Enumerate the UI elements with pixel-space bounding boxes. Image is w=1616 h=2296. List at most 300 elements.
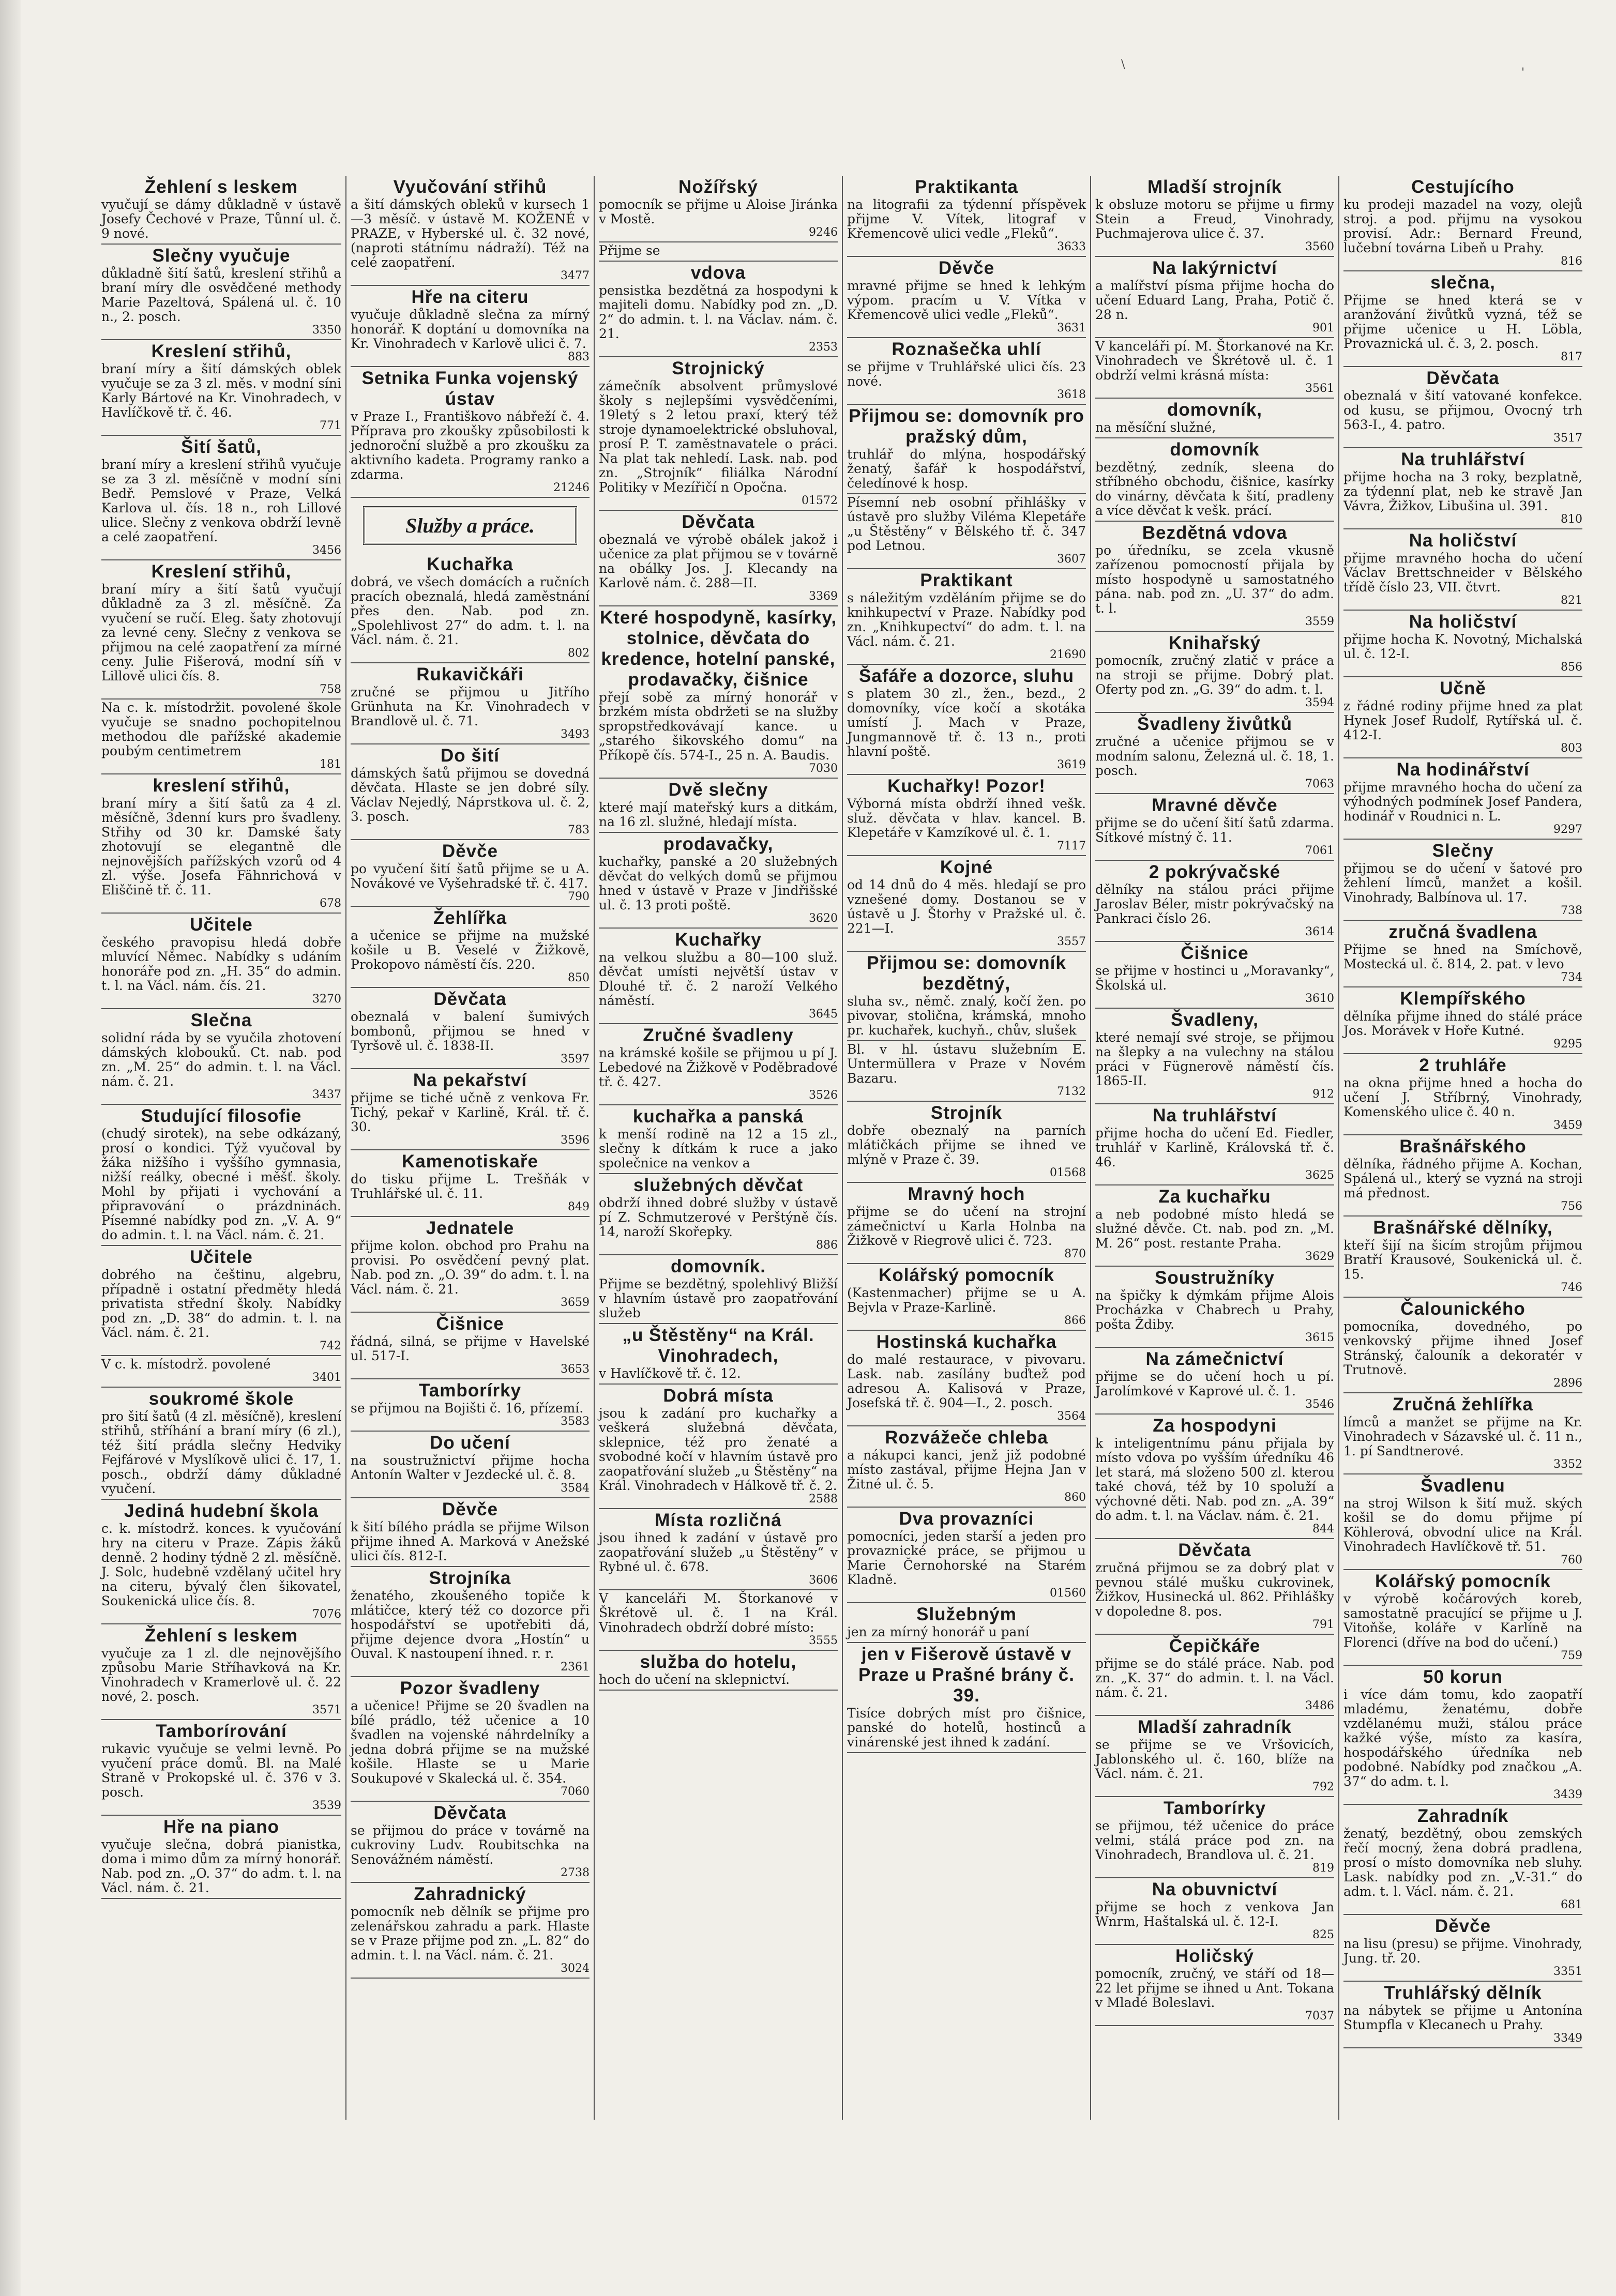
ad-text: přijme hocha na 3 roky, bezplatně, za týdenní plat, neb ke stravě Jan Vávra, Žižkov, Libušina ul. 391. <box>1343 469 1582 513</box>
classified-ad <box>351 176 590 286</box>
classified-ad <box>847 665 1086 775</box>
classified-ad <box>1343 176 1582 271</box>
ad-number: 746 <box>1561 1281 1582 1294</box>
classified-ad <box>847 1643 1086 1753</box>
ad-text: se přijmou na Bojišti č. 16, přízemí. <box>351 1401 584 1416</box>
ad-text: solidní ráda by se vyučila zhotovení dámských klobouků. Ct. nab. pod zn. „M. 25“ do admin. t. l. na Václ. nám. č. 21. <box>101 1030 341 1089</box>
classified-ad <box>351 744 590 840</box>
ad-headline: Čalounického <box>1400 1299 1526 1319</box>
ad-number: 3633 <box>1057 240 1086 253</box>
classified-ad <box>847 569 1086 665</box>
classified-ad <box>1343 1570 1582 1666</box>
classified-ad <box>101 1105 341 1246</box>
ad-headline: domovník, <box>1167 400 1263 420</box>
ad-headline: Zručné švadleny <box>643 1025 794 1045</box>
ad-number: 678 <box>320 897 341 910</box>
classified-ad <box>1343 367 1582 448</box>
ad-number: 7037 <box>1305 2010 1334 2023</box>
ad-number: 3659 <box>561 1296 590 1309</box>
ad-text: z řádné rodiny přijme hned za plat Hynek Josef Rudolf, Rytířská ul. č. 412-I. <box>1343 698 1582 742</box>
ad-headline: Na lakýrnictví <box>1152 258 1277 278</box>
column-2 <box>345 176 594 2120</box>
classified-ad <box>351 286 590 367</box>
ad-headline: Děvče <box>442 1499 499 1519</box>
ad-headline: Čišnice <box>1181 943 1249 963</box>
ad-headline: Služebným <box>916 1604 1017 1624</box>
ad-text: na špičky k dýmkám přijme Alois Procházka v Chabrech u Prahy, pošta Ždiby. <box>1095 1288 1334 1332</box>
ad-text: a učenice! Přijme se 20 švadlen na bílé prádlo, též učenice a 10 švadlen na vojenské náhrdelníky a jedna dobrá přijme se na mužské košile. Hlaste se u Marie Soukupové v Skalecká ul. č. 354. <box>351 1698 590 1786</box>
ad-number: 771 <box>320 419 341 432</box>
classified-ad <box>847 257 1086 338</box>
ad-text: braní míry a kreslení střihů vyučuje se za 3 zl. měsíčně v modní síni Bedř. Pemslové v Praze, Velká Karlova ul. čís. 18 n., roh Lillové ulice. Slečny z venkova obdrží levně a celé zaopatření. <box>101 457 341 544</box>
ad-headline: Na truhlářství <box>1153 1105 1277 1126</box>
classified-ad <box>351 367 590 498</box>
classified-ad <box>599 1024 838 1105</box>
ad-headline: jen v Fišerově ústavě v Praze u Prašné brány č. 39. <box>858 1644 1075 1706</box>
ad-text: pro šití šatů (4 zl. měsíčně), kreslení střihů, stříhání a braní míry (6 zl.), též šití prádla slečny Hedviky Fejfárové v Myslíkově ulici č. 17, 1. posch., obdrží dámy důkladné vyučení. <box>101 1409 341 1496</box>
classified-ad <box>1095 1945 1334 2026</box>
ad-text: a malířství písma přijme hocha do učení Eduard Lang, Praha, Potič č. 28 n. <box>1095 278 1334 322</box>
classified-ad <box>599 262 838 357</box>
ad-number: 21246 <box>553 481 590 494</box>
classified-ad <box>1343 1666 1582 1805</box>
ad-number: 849 <box>568 1200 590 1213</box>
ad-number: 3437 <box>312 1088 341 1101</box>
ad-headline: Za hospodyni <box>1153 1416 1277 1436</box>
classified-ad <box>351 907 590 988</box>
ad-number: 21690 <box>1050 648 1086 661</box>
ad-headline: Mravné děvče <box>1152 795 1278 815</box>
classified-ad <box>599 1385 838 1509</box>
classified-ad <box>351 1883 590 1979</box>
ad-headline: Kolářský pomocník <box>1375 1571 1551 1591</box>
ad-headline: Učitele <box>190 915 253 935</box>
ad-number: 7061 <box>1305 844 1334 857</box>
ad-headline: Slečna <box>190 1010 252 1030</box>
ad-number: 7060 <box>561 1785 590 1798</box>
ad-text: braní míry a šití dámských oblek vyučuje se za 3 zl. měs. v modní síni Karly Bártové na Kr. Vinohradech, v Havlíčkově tř. č. 46. <box>101 361 341 420</box>
ad-headline: domovník. <box>670 1256 766 1276</box>
ad-number: 3401 <box>312 1371 341 1384</box>
ad-text: do malé restaurace, v pivovaru. Lask. nab. zasílány buďtež pod adresou A. Kalisová v Praze, Josefská tř. č. 904—I., 2. posch. <box>847 1352 1086 1410</box>
classified-ad <box>1343 1135 1582 1217</box>
ad-number: 3629 <box>1305 1250 1334 1263</box>
classified-ad <box>101 1816 341 1899</box>
ad-headline: Kamenotiskaře <box>402 1151 538 1172</box>
classified-ad <box>101 1388 341 1500</box>
classified-ad <box>1095 942 1334 1009</box>
classified-ad <box>351 553 590 663</box>
ad-headline: Na truhlářství <box>1401 449 1525 469</box>
ad-headline: Pozor švadleny <box>400 1678 540 1698</box>
classified-ad <box>1095 1635 1334 1716</box>
ad-headline: Kolářský pomocník <box>879 1265 1054 1285</box>
classified-ad <box>101 1624 341 1720</box>
ad-text: (chudý sirotek), na sebe odkázaný, prosí o kondici. Týž vyučoval by žáka nižšího i vyššího gymnasia, nižší reálky, obecné i měšť. školy. Mohl by přijati i vychování a připravování o prázdninách. Písemné nabídky pod zn. „V. A. 9“ do admin. t. l. na Václ. nám. č. 21. <box>101 1126 341 1242</box>
ad-text: na stroj Wilson k šití muž. ských košil se do domu přijme pí Köhlerová, obvodní ulice na Král. Vinohradech Havlíčkově tř. 51. <box>1343 1496 1582 1554</box>
classified-ad <box>351 840 590 907</box>
ad-headline: Slečny <box>1432 841 1494 861</box>
classified-ad <box>101 176 341 245</box>
ad-headline: kreslení střihů, <box>153 776 290 796</box>
ad-number: 3653 <box>561 1363 590 1376</box>
ad-text: přijme se do učení hoch u pí. Jarolímkové v Kaprové ul. č. 1. <box>1095 1369 1334 1398</box>
ad-text: Přijme se <box>599 243 660 258</box>
classified-ad <box>1343 448 1582 529</box>
ad-number: 860 <box>1064 1491 1086 1504</box>
ad-headline: Místa rozličná <box>655 1510 782 1530</box>
ad-number: 3555 <box>809 1634 838 1647</box>
ad-number: 9297 <box>1553 823 1582 836</box>
ad-number: 7063 <box>1305 778 1334 790</box>
classified-ad <box>1095 861 1334 942</box>
classified-ad <box>599 1105 838 1174</box>
ad-text: obeznalá v balení šumivých bombonů, přijmou se hned v Tyršově ul. č. 1838-II. <box>351 1009 590 1053</box>
classified-ad <box>847 775 1086 856</box>
ad-number: 825 <box>1312 1928 1334 1941</box>
scan-mark: \ <box>1121 58 1125 71</box>
ad-headline: Dva provazníci <box>899 1509 1034 1529</box>
ad-headline: Přijmou se: domovník bezdětný, <box>867 953 1066 994</box>
classified-ad <box>351 1677 590 1802</box>
classified-ad <box>101 436 341 560</box>
ad-text: vyučují se dámy důkladně v ústavě Josefy Čechové v Praze, Tůnní ul. č. 9 nové. <box>101 197 341 241</box>
ad-number: 792 <box>1312 1781 1334 1793</box>
ad-headline: soukromé škole <box>148 1389 294 1409</box>
ad-text: obeznalá ve výrobě obálek jakož i učenice za plat přijmou se v továrně na obálky Jos. J. Klecandy na Karlově nám. č. 288—II. <box>599 532 838 590</box>
ad-number: 3557 <box>1057 935 1086 948</box>
classified-ad <box>847 1183 1086 1264</box>
classified-ad <box>599 1324 838 1385</box>
ad-headline: Vyučování střihů <box>393 177 547 197</box>
ad-text: vyučuje slečna, dobrá pianistka, doma i mimo dům za mírný honorář. Nab. pod zn. „O. 37“ do adm. t. l. na Václ. nám. č. 21. <box>101 1837 341 1895</box>
ad-number: 3560 <box>1305 240 1334 253</box>
ad-text: které mají mateřský kurs a ditkám, na 16 zl. služné, hledají místa. <box>599 800 838 829</box>
ad-text: přijme se tiché učně z venkova Fr. Tichý, pekař v Karlině, Král. tř. č. 30. <box>351 1090 590 1134</box>
classified-ad <box>351 1379 590 1432</box>
ad-text: v výrobě kočárových koreb, samostatně pracující se přijme u J. Vitoňše, koláře v Karlíně na Florenci (dříve na bod do učení.) <box>1343 1591 1582 1650</box>
ad-headline: služba do hotelu, <box>640 1652 797 1672</box>
ad-headline: vdova <box>690 263 746 283</box>
ad-number: 3270 <box>312 993 341 1006</box>
classified-ad <box>1095 338 1334 399</box>
classified-ad <box>599 242 838 262</box>
ad-headline: Hostinská kuchařka <box>876 1332 1057 1352</box>
ad-headline: Tamborírování <box>156 1721 287 1741</box>
ad-text: dobrá, ve všech domácích a ručních pracích obeznalá, hledá zaměstnání přes den. Nab. pod zn. „Spolehlivost 27“ do adm. t. l. na Václ. nám. č. 21. <box>351 574 590 647</box>
classified-ad <box>599 1255 838 1324</box>
ad-text: Tisíce dobrých míst pro čišnice, panské do hotelů, hostinců a vinárenské jest ihned k zadání. <box>847 1706 1086 1750</box>
ad-number: 3546 <box>1305 1398 1334 1411</box>
classified-ad <box>1343 1915 1582 1982</box>
classified-ad <box>1095 1267 1334 1348</box>
ad-text: ženatého, zkoušeného topiče k mlátičce, který též co dozorce při hospodářství se upotřebiti dá, přijme dejence dvora „Hostín“ u Ouval. K nastoupení ihned. r. r. <box>351 1588 590 1661</box>
ad-headline: Na holičství <box>1409 612 1517 632</box>
ad-text: přijme se do stálé práce. Nab. pod zn. „K. 37“ do admin. t. l. na Václ. nám. č. 21. <box>1095 1656 1334 1700</box>
ad-number: 760 <box>1561 1554 1582 1567</box>
ad-headline: Bezdětná vdova <box>1142 523 1288 543</box>
ad-headline: Na zámečnictví <box>1145 1349 1284 1369</box>
ad-number: 9295 <box>1553 1038 1582 1051</box>
ad-headline: Kuchařky <box>675 930 762 950</box>
ad-text: kteří šijí na šicím strojům přijmou Bratří Krausové, Soukenická ul. č. 15. <box>1343 1238 1582 1282</box>
classified-ad <box>1095 1104 1334 1185</box>
classified-ad <box>351 1217 590 1313</box>
ad-text: ku prodeji mazadel na vozy, olejů stroj. a pod. přijmu na vysokou provisí. Adr.: Bernard Freund, lučební továrna Libeň u Prahy. <box>1343 197 1582 255</box>
ad-number: 810 <box>1561 513 1582 526</box>
ad-headline: Mladší zahradník <box>1137 1717 1292 1737</box>
ad-number: 742 <box>320 1340 341 1352</box>
ad-headline: Děvčata <box>1178 1540 1251 1560</box>
ad-number: 3024 <box>561 1962 590 1975</box>
ad-headline: Žehlení s leskem <box>144 1625 298 1646</box>
ad-number: 856 <box>1561 661 1582 674</box>
ad-number: 01560 <box>1050 1587 1086 1600</box>
ad-text: vyučuje důkladně slečna za mírný honorář. K doptání u domovníka na Kr. Vinohradech v Karlově ulici č. 7. <box>351 307 590 351</box>
classified-ad <box>351 1802 590 1883</box>
ad-headline: Přijmou se: domovník pro pražský dům, <box>849 406 1084 447</box>
ad-headline: služebných děvčat <box>633 1175 804 1195</box>
ad-headline: 50 korun <box>1423 1667 1503 1687</box>
ad-text: ženatý, bezdětný, obou zemských řečí mocný, žena dobrá pradlena, prosí o místo domovníka neb sluhy. Lask. nabídky pod zn. „V.-31.“ do adm. t. l. Václ. nám. č. 21. <box>1343 1826 1582 1899</box>
ad-headline: Nožířský <box>678 177 758 197</box>
classified-ad <box>1095 1716 1334 1797</box>
classified-ad <box>1095 399 1334 438</box>
classified-ad <box>351 1567 590 1677</box>
ad-headline: Holičský <box>1175 1946 1254 1966</box>
ad-text: přijme mravného hocha do učení Václav Brettschneider v Bělského třídě číslo 23, VII. čtvrt. <box>1343 551 1582 595</box>
ad-headline: kuchařka a panská <box>632 1106 804 1127</box>
ad-headline: Švadlenu <box>1421 1476 1505 1496</box>
ad-text: mravné přijme se hned k lehkým výpom. pracím u V. Vítka v Křemencově ulici vedle „Fleků“. <box>847 278 1086 322</box>
classified-ad <box>1343 987 1582 1054</box>
classified-ad <box>1095 1415 1334 1539</box>
classified-ad <box>847 1102 1086 1183</box>
ad-number: 734 <box>1561 971 1582 984</box>
ad-text: důkladně šití šatů, kreslení střihů a braní míry dle osvědčené methody Marie Pazeltová, Spálená ul. č. 10 n., 2. posch. <box>101 266 341 324</box>
ad-text: přijmou se do učení v šatové pro žehlení límců, manžet a košil. Vinohrady, Balbínova ul. 17. <box>1343 861 1582 905</box>
ad-headline: Děvčata <box>433 989 507 1009</box>
ad-headline: Na holičství <box>1409 530 1517 551</box>
ad-number: 3369 <box>809 590 838 603</box>
ad-text: po úředníku, se zcela vkusně zařízenou pomocností přijala by místo hospodyně u samostatného pána. nab. pod zn. „U. 37“ do adm. t. l. <box>1095 543 1334 616</box>
classified-ad <box>847 494 1086 569</box>
ad-text: pomocníci, jeden starší a jeden pro provaznické práce, se přijmou u Marie Černohorské na Starém Kladně. <box>847 1529 1086 1587</box>
classified-ad <box>1343 1393 1582 1474</box>
ad-headline: Švadleny, <box>1171 1010 1259 1030</box>
ad-number: 3350 <box>312 324 341 337</box>
ad-headline: Žehlířka <box>433 908 507 928</box>
ad-text: jen za mírný honorář u paní <box>847 1624 1030 1639</box>
scan-mark: ' <box>1521 66 1525 79</box>
ad-number: 803 <box>1561 742 1582 755</box>
ad-text: na měsíční služné, <box>1095 420 1216 435</box>
ad-number: 756 <box>1561 1200 1582 1213</box>
column-4 <box>842 176 1090 2120</box>
column-6 <box>1338 176 1587 2120</box>
ad-text: V kanceláři M. Štorkanové v Škrétově ul. č. 1 na Král. Vinohradech obdrží dobré místo: <box>599 1591 838 1635</box>
ad-number: 2738 <box>561 1866 590 1879</box>
ad-number: 7132 <box>1057 1085 1086 1098</box>
ad-headline: Soustružníky <box>1155 1268 1275 1288</box>
ad-text: dobře obeznalý na parních mlátičkách přijme se ihned ve mlýně v Praze č. 39. <box>847 1123 1086 1167</box>
ad-number: 2353 <box>809 341 838 354</box>
ad-text: kuchařky, panské a 20 služebných děvčat do velkých domů se přijmou hned v ústavě v Praze v Jindřišské ul. č. 13 proti poště. <box>599 854 838 913</box>
ad-number: 3620 <box>809 912 838 925</box>
classified-ad <box>1343 529 1582 611</box>
classified-ad <box>1343 1298 1582 1393</box>
ad-number: 3597 <box>561 1053 590 1066</box>
ad-number: 3584 <box>561 1482 590 1495</box>
classified-ad <box>1095 713 1334 794</box>
ad-number: 783 <box>568 824 590 837</box>
ad-text: a šití dámských obleků v kursech 1—3 měsíč. v ústavě M. KOŽENÉ v PRAZE, v Hyberské ul. č. 32 nové, (naproti státnímu nádraží). Též na celé zaopatření. <box>351 197 590 270</box>
ad-headline: Děvčata <box>682 512 755 532</box>
ad-number: 3349 <box>1553 2032 1582 2045</box>
ad-text: jsou k zadání pro kuchařky a veškerá služebná děvčata, sklepnice, též pro ženaté a svobodné kočí v hlavním ústavě pro zaopatřování služeb „u Štěstěny“ na Král. Vinohradech v Hálkově tř. č. 2. <box>599 1406 838 1493</box>
ad-text: Výborná místa obdrží ihned vešk. služ. děvčata v hlav. kancel. B. Klepetáře v Kamzíkové ul. č. 1. <box>847 796 1086 840</box>
ad-text: do tisku přijme L. Trešňák v Truhlářské ul. č. 11. <box>351 1172 590 1201</box>
classified-ad <box>351 1313 590 1379</box>
classified-ad <box>847 405 1086 494</box>
classified-ad <box>1095 522 1334 632</box>
ad-text: Přijme se bezdětný, spolehlivý Bližší v hlavním ústavě pro zaopatřování služeb <box>599 1276 838 1320</box>
ad-headline: Kuchařky! Pozor! <box>887 776 1046 796</box>
ad-headline: Strojnický <box>672 358 765 378</box>
ad-number: 817 <box>1561 351 1582 363</box>
ad-number: 3459 <box>1553 1119 1582 1132</box>
classified-ad <box>1343 1217 1582 1298</box>
ad-text: se přijmou do práce v továrně na cukroviny Ludv. Roubitschka na Senovážném náměstí. <box>351 1823 590 1867</box>
ad-number: 790 <box>568 890 590 903</box>
ad-headline: Učitele <box>190 1247 253 1267</box>
classified-ad <box>599 1651 838 1691</box>
classified-ad <box>599 833 838 929</box>
ad-number: 3439 <box>1553 1788 1582 1801</box>
ad-text: s náležitým vzděláním přijme se do knihkupectví v Praze. Nabídky pod zn. „Knihkupectví“ do adm. t. l. na Václ. nám. č. 21. <box>847 590 1086 649</box>
ad-text: pomocník, zručný, ve stáří od 18—22 let přijme se ihned u Ant. Tokana v Mladé Boleslavi. <box>1095 1966 1334 2010</box>
classified-ad <box>847 1508 1086 1603</box>
classified-ad <box>351 1498 590 1567</box>
ad-headline: Zručná žehlířka <box>1393 1394 1533 1415</box>
classified-ad <box>101 1009 341 1105</box>
ad-headline: Zahradnický <box>414 1884 526 1904</box>
ad-text: a učenice se přijme na mužské košile u B. Veselé v Žižkově, Prokopovo náměstí čís. 220. <box>351 928 590 972</box>
section-banner: Služby a práce. <box>363 506 577 545</box>
ad-text: a neb podobné místo hledá se služné děvče. Ct. nab. pod zn. „M. M. 26“ post. restante Praha. <box>1095 1207 1334 1251</box>
classified-ad <box>847 1426 1086 1508</box>
ad-text: přijme mravného hocha do učení za výhodných podmínek Josef Pandera, hodinář v Roudnici n. L. <box>1343 780 1582 824</box>
column-3 <box>594 176 842 2120</box>
ad-text: s platem 30 zl., žen., bezd., 2 domovníky, více kočí a skotáka umístí J. Mach v Praze, Jungmannově tř. č. 13 n., proti hlavní poště. <box>847 686 1086 759</box>
ad-text: zručné se přijmou u Jitřího Grünhuta na Kr. Vinohradech v Brandlově ul. č. 71. <box>351 685 590 728</box>
classified-ad <box>1095 1009 1334 1104</box>
classified-ad <box>1095 794 1334 861</box>
ad-number: 816 <box>1561 255 1582 268</box>
ad-number: 3526 <box>809 1089 838 1102</box>
ad-headline: Setnika Funka vojenský ústav <box>361 368 579 409</box>
ad-headline: Jediná hudební škola <box>124 1501 319 1521</box>
classified-ad <box>599 1509 838 1590</box>
ad-text: obeznalá v šití vatované konfekce. od kusu, se přijmou, Ovocný trh 563-I., 4. patro. <box>1343 388 1582 432</box>
ad-number: 3583 <box>561 1415 590 1428</box>
classified-ad <box>1095 632 1334 713</box>
ad-headline: Klempířského <box>1400 989 1526 1009</box>
classified-ad <box>101 1356 341 1388</box>
classified-ad <box>1095 438 1334 522</box>
ad-text: obdrží ihned dobré služby v ústavě pí Z. Schmutzerové v Perštýně čís. 14, naroží Skořepky. <box>599 1195 838 1239</box>
classified-ad <box>101 340 341 436</box>
ad-headline: Studující filosofie <box>141 1106 302 1126</box>
classified-ad <box>847 1041 1086 1102</box>
ad-text: Písemní neb osobní přihlášky v ústavě pro služby Viléma Klepetáře „u Štěstěny“ v Bělského tř. č. 347 pod Letnou. <box>847 495 1086 553</box>
page-edge <box>0 0 21 2296</box>
ad-text: i více dám tomu, kdo zaopatří mladému, ženatému, dobře vzdělanému muži, stálou práce kažké výše, místo za kasíra, hospodářského úředníka neb podobné. Nabídky pod značkou „A. 37“ do adm. t. l. <box>1343 1687 1582 1789</box>
classified-ad <box>599 1174 838 1255</box>
ad-text: se přijme v hostinci u „Moravanky“, Školská ul. <box>1095 963 1334 993</box>
ad-number: 3618 <box>1057 388 1086 401</box>
ad-text: na litografii za týdenní příspěvek přijme V. Vítek, litograf v Křemencově ulici vedle „Fleků“. <box>847 197 1086 241</box>
ad-headline: Do šití <box>441 746 500 766</box>
ad-number: 2896 <box>1553 1377 1582 1390</box>
ad-text: Přijme se hned která se v aranžování živůtků vyzná, též se přijme učenice u H. Löbla, Provaznická ul. č. 3, 2. posch. <box>1343 293 1582 351</box>
ad-headline: Na pekařství <box>413 1070 527 1090</box>
classified-ad <box>847 952 1086 1041</box>
classified-ad <box>847 1264 1086 1331</box>
ad-text: k menší rodině na 12 a 15 zl., slečny k dítkám k ruce a jako společnice na venkov a <box>599 1127 838 1170</box>
ad-text: truhlář do mlýna, hospodářský ženatý, šafář k hospodářství, čeledínové k hosp. <box>847 447 1086 491</box>
ad-headline: slečna, <box>1430 272 1496 293</box>
ad-number: 738 <box>1561 904 1582 917</box>
ad-headline: 2 pokrývačské <box>1149 862 1281 882</box>
classified-ad <box>599 606 838 779</box>
ad-text: (Kastenmacher) přijme se u A. Bejvla v Praze-Karlině. <box>847 1285 1086 1315</box>
classified-ad <box>351 1432 590 1498</box>
ad-text: V kanceláři pí. M. Štorkanové na Kr. Vinohradech ve Škrétově ul. č. 1 obdrží velmi krásná místa: <box>1095 339 1334 383</box>
ad-text: jsou ihned k zadání v ústavě pro zaopatřování služeb „u Štěstěny“ v Rybné ul. č. 678. <box>599 1530 838 1574</box>
classified-ad <box>101 1246 341 1356</box>
ad-text: V c. k. místodrž. povolené <box>101 1357 271 1372</box>
ad-headline: Šafáře a dozorce, sluhu <box>859 666 1074 686</box>
ad-text: Na c. k. místodržit. povolené škole vyučuje se snadno pochopitelnou methodou dle pařížské akademie poubým centimetrem <box>101 700 341 758</box>
ad-number: 802 <box>568 647 590 660</box>
ad-text: pomocník, zručný zlatič v práce a na stroji se přijme. Dobrý plat. Oferty pod zn. „G. 39“ do adm. t. l. <box>1095 653 1334 697</box>
ad-text: na krámské košile se přijmou u pí J. Lebedové na Žižkově v Poděbradové tř. č. 427. <box>599 1045 838 1089</box>
ad-headline: Roznašečka uhlí <box>892 339 1041 359</box>
ad-headline: domovník <box>1170 439 1260 460</box>
classified-ad <box>1343 611 1582 677</box>
ad-number: 3594 <box>1305 696 1334 709</box>
ad-text: po vyučení šití šatů přijme se u A. Novákové ve Vyšehradské tř. č. 417. <box>351 861 590 891</box>
ad-number: 3571 <box>312 1704 341 1716</box>
ad-headline: prodavačky, <box>663 834 774 854</box>
ad-headline: Rukavičkáři <box>416 664 524 685</box>
ad-headline: Kreslení střihů, <box>151 341 292 361</box>
classified-ad <box>1095 1878 1334 1945</box>
ad-text: zámečník absolvent průmyslové školy s nejlepšími vysvědčeními, 19letý s 2 letou praxí, který též stroje dynamoelektrické obsluhoval, prosí P. T. zaměstnavatele o práci. Na plat tak nehledí. Lask. nab. pod zn. „Strojník“ filiálka Národní Politiky v Mezířičí n Opočna. <box>599 378 838 495</box>
ad-number: 7117 <box>1057 840 1086 853</box>
ad-text: na soustružnictví přijme hocha Antonín Walter v Jezdecké ul. č. 8. <box>351 1453 590 1482</box>
ad-headline: Které hospodyně, kasírky, stolnice, děvčata do kredence, hotelní panské, prodavačky, čišnice <box>599 607 837 690</box>
ad-headline: Truhlářský dělník <box>1384 1983 1542 2003</box>
ad-text: a nákupci kanci, jenž již podobné místo zastával, přijme Hejna Jan v Žitné ul. č. 5. <box>847 1448 1086 1492</box>
classified-ad <box>1343 921 1582 987</box>
ad-number: 3456 <box>312 544 341 557</box>
classified-ad <box>847 856 1086 952</box>
classified-ad <box>1343 758 1582 840</box>
classified-ad <box>1095 1797 1334 1878</box>
ad-text: přijme se do učení na strojní zámečnictví u Karla Holnba na Žižkově v Riegrově ulici č. 723. <box>847 1204 1086 1248</box>
